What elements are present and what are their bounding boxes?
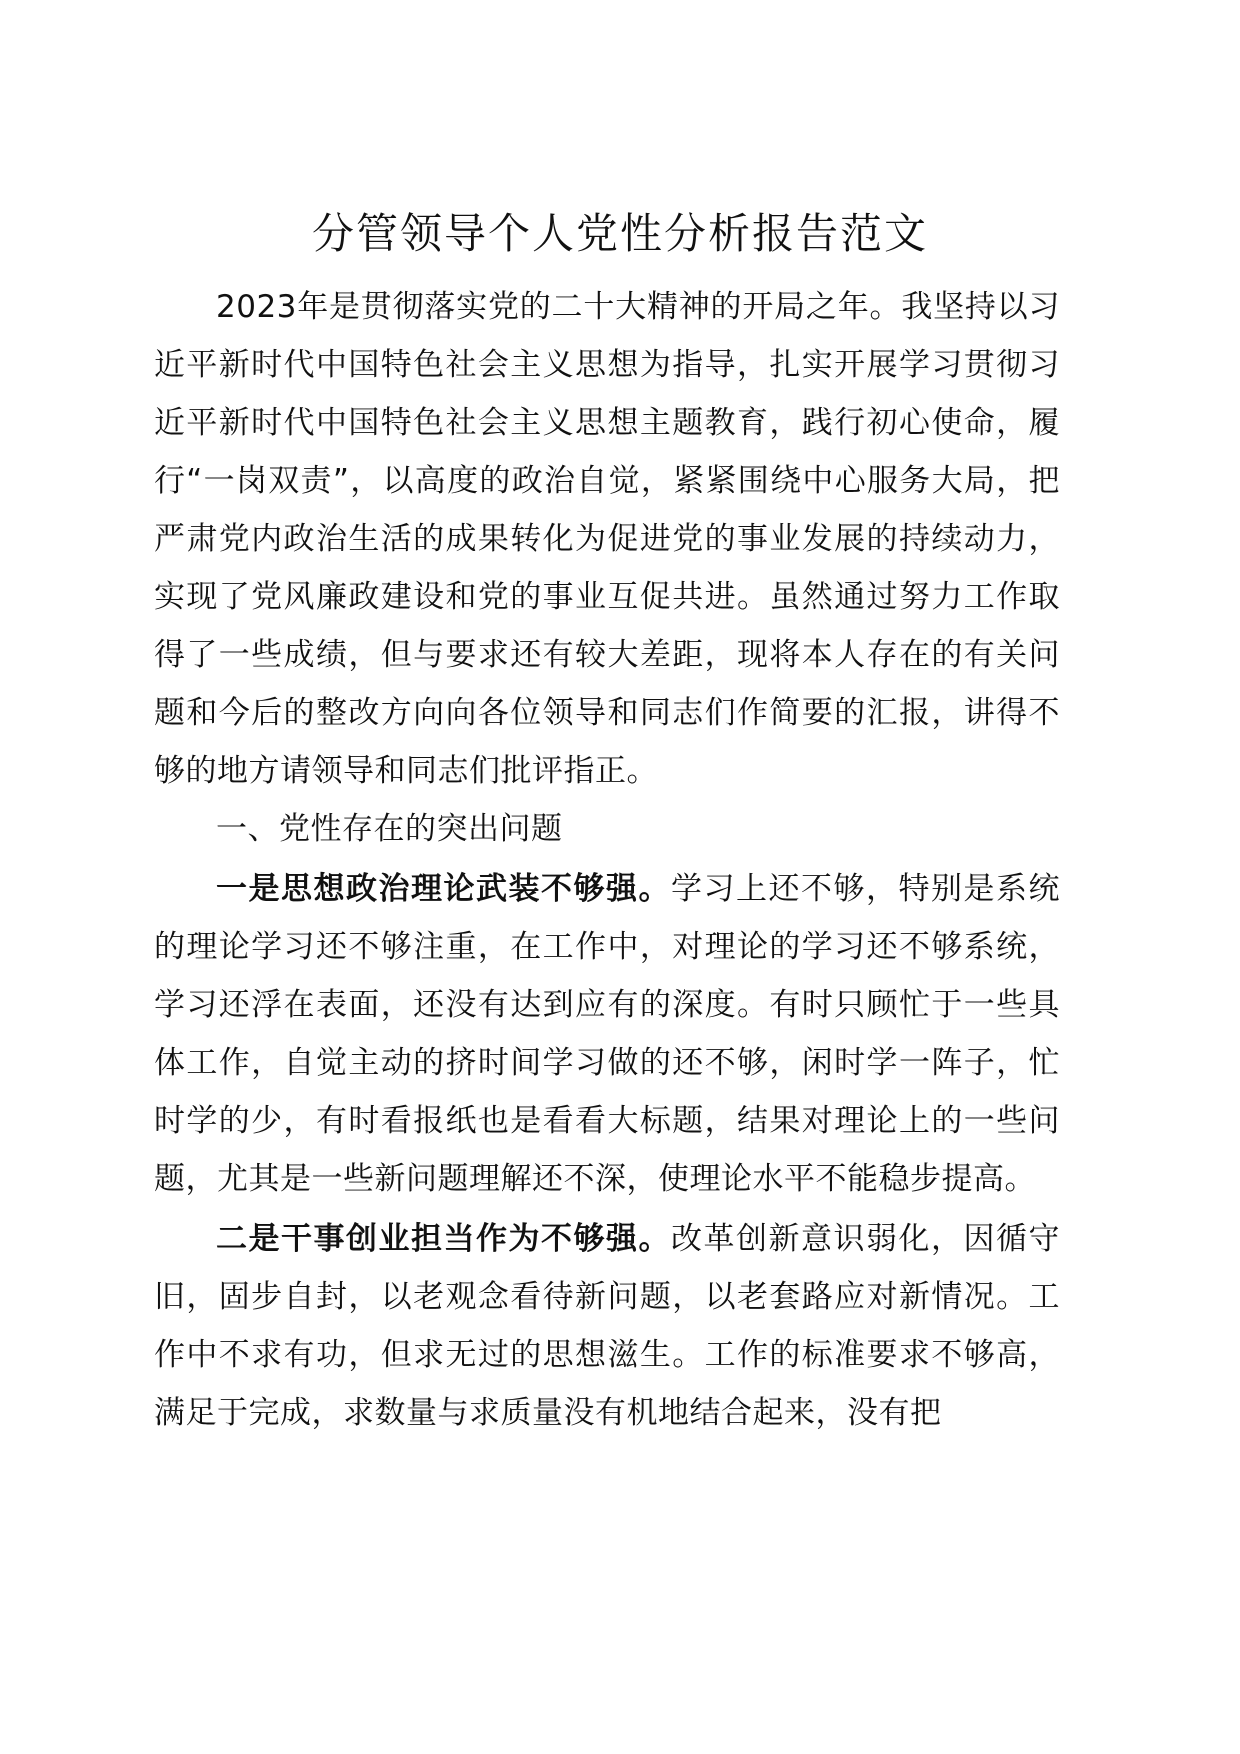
issue-paragraph-2 (154, 1210, 1060, 1442)
issue-1-text: 学习上还不够，特别是系统的理论学习还不够注重，在工作中，对理论的学习还不够系统，学习还浮在表面，还没有达到应有的深度。有时只顾忙于一些具体工作，自觉主动的挤时间学习做的还不够，闲时学一阵子，忙时学的少，有时看报纸也是看看大标题，结果对理论上的一些问题，尤其是一些新问题理解还不深，使理论水平不能稳步提高。 (154, 871, 1060, 1197)
section-heading-text: 一、党性存在的突出问题 (216, 811, 563, 847)
document-body (154, 278, 1060, 1442)
intro-text: 2023年是贯彻落实党的二十大精神的开局之年。我坚持以习近平新时代中国特色社会主义思想为指导，扎实开展学习贯彻习近平新时代中国特色社会主义思想主题教育，践行初心使命，履行“一岗双责”，以高度的政治自觉，紧紧围绕中心服务大局，把严肃党内政治生活的成果转化为促进党的事业发展的持续动力，实现了党风廉政建设和党的事业互促共进。虽然通过努力工作取得了一些成绩，但与要求还有较大差距，现将本人存在的有关问题和今后的整改方向向各位领导和同志们作简要的汇报，讲得不够的地方请领导和同志们批评指正。 (154, 289, 1060, 789)
issue-paragraph-1 (154, 860, 1060, 1208)
document-title: 分管领导个人党性分析报告范文 (311, 209, 928, 258)
section-heading (154, 800, 1060, 858)
issue-2-lead: 二是干事创业担当作为不够强。 (216, 1221, 671, 1257)
issue-1-lead: 一是思想政治理论武装不够强。 (216, 871, 671, 907)
intro-paragraph (154, 278, 1060, 800)
issue-2-text: 改革创新意识弱化，因循守旧，固步自封，以老观念看待新问题，以老套路应对新情况。工作中不求有功，但求无过的思想滋生。工作的标准要求不够高，满足于完成，求数量与求质量没有机地结合起来，没有把 (154, 1221, 1060, 1431)
